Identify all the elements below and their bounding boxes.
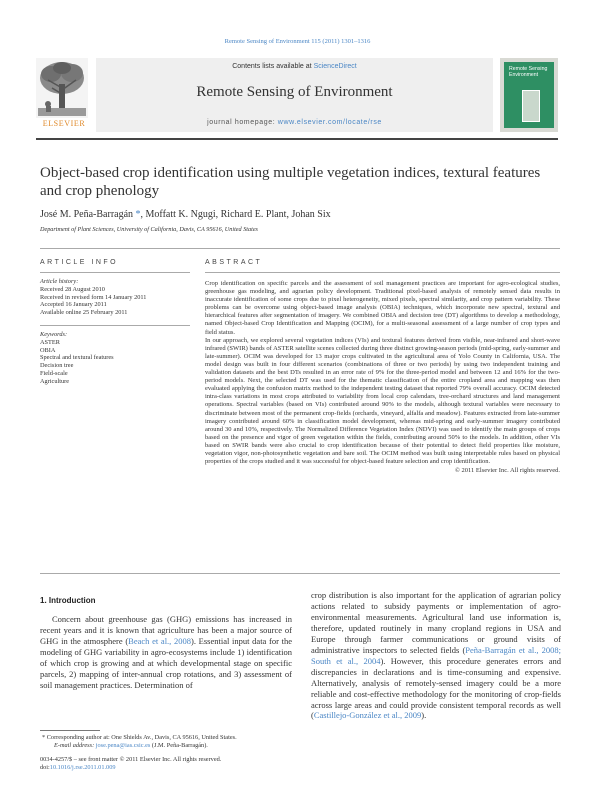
citation-link[interactable]: Castillejo-González et al., 2009: [313, 710, 422, 721]
header-rule: [36, 138, 558, 140]
intro-text: ). However, this procedure generates errors and discrepancies in declarations and is time-consuming and expensive. Alternatively, analysis of remotely-sensed imagery could be a more reliable and cost-effective methodology for the monitoring of crop-fields across large areas and could provide consistent temporal records as well (: [311, 655, 562, 721]
keyword: Decision tree: [40, 362, 74, 370]
citation-link[interactable]: Peña-Barragán et al., 2008; South et al., 2004: [311, 644, 561, 666]
keyword: ASTER: [40, 338, 60, 346]
intro-left-column: [40, 614, 292, 691]
article-info-rule: [40, 272, 190, 273]
intro-right-column: [311, 590, 561, 721]
journal-title: Remote Sensing of Environment: [196, 84, 393, 100]
contents-line: [96, 63, 493, 70]
keywords-rule: [40, 325, 190, 326]
history-item: Received in revised form 14 January 2011: [40, 293, 147, 301]
history-label: Article history:: [40, 278, 79, 285]
corresponding-text: Corresponding author at: One Shields Av., Davis, CA 95616, United States.: [46, 734, 237, 741]
intro-paragraph: [40, 614, 292, 691]
publisher-name: ELSEVIER: [42, 119, 86, 128]
abstract-heading: ABSTRACT: [205, 259, 263, 266]
article-history: [40, 278, 190, 317]
cover-panel: [504, 62, 554, 128]
issn-line: 0034-4257/$ – see front matter © 2011 Elsevier Inc. All rights reserved.: [40, 756, 222, 763]
keyword: OBIA: [40, 346, 56, 354]
email-suffix: (J.M. Peña-Barragán).: [150, 742, 208, 749]
copyright: © 2011 Elsevier Inc. All rights reserved.: [454, 467, 560, 475]
email-note: [40, 742, 292, 750]
email-label: E-mail address:: [54, 742, 96, 749]
intro-text: crop distribution is also important for the application of agrarian policy actions related to subsidy payments or implementation of agro-environmental measurements. Agricultural land use information is, therefore, updated routinely in many cropland regions in USA and Europe through farmer communications or ground visits of administrative inspectors to selected fields (: [311, 590, 561, 655]
history-item: Accepted 16 January 2011: [40, 301, 107, 309]
authors-first: José M. Peña-Barragán: [40, 209, 136, 220]
keywords: [40, 331, 190, 386]
affiliation: Department of Plant Sciences, University of California, Davis, CA 95616, United States: [40, 226, 258, 233]
title-rule: [40, 248, 560, 249]
abstract-paragraph: In our approach, we explored several vegetation indices (VIs) and textural features derived from visible, near-infrared and short-wave infrared (SWIR) bands of ASTER satellite scenes collected during three distinct growing-season periods (mid-spring, early-summer and late-summer). OCIM was developed for 13 major crops cultivated in the agricultural area of Yolo County in California, USA. The model design was built in four different scenarios (combinations of three or two periods) by using two independent training and validation datasets and the best DTs resulted in an error rate of 9% for the three-period model and between 12 and 16% for the two-period models. Next, the selected DT was used for the thematic classification of the entire cropland area and mapping was then evaluated applying the confusion matrix method to the independent testing dataset that reported 79% overall accuracy. OCIM detected intra-class variations in most crops attributed to variability from local crop calendars, tree-orchard structures and land management operations. Spectral variables (based on VIs) contributed around 90% to the models, although textural variables were necessary to discriminate between most of the permanent crop-fields (orchards, vineyard, alfalfa and meadow). Features extracted from late-summer imagery contributed around 60% in classification model development, whereas mid-spring and early-summer imagery contributed around 30 and 10%, respectively. The Normalized Difference Vegetation Index (NDVI) was used to identify the main groups of crops based on the presence and vigor of green vegetation within the fields, contributing around 50% to the models. In addition, other VIs based on SWIR bands were also crucial to crop identification because of their potential to detect field properties like moisture, vegetation vigor, non-photosynthetic vegetation and bare soil. The OCIM method was built using interpretable rules based on physical properties of the crops studied and it was successful for object-based feature selection and crop identification.: [205, 336, 560, 466]
intro-paragraph: [311, 590, 561, 721]
footnotes: [40, 734, 292, 772]
article-info-heading: ARTICLE INFO: [40, 259, 119, 266]
corresponding-author-mark[interactable]: *: [135, 209, 141, 220]
doi-link[interactable]: 10.1016/j.rse.2011.01.009: [49, 764, 116, 771]
doi-label: doi:: [40, 764, 50, 771]
history-item: Available online 25 February 2011: [40, 309, 128, 317]
authors-rest: , Moffatt K. Ngugi, Richard E. Plant, Johan Six: [140, 209, 331, 220]
intro-text: ).: [421, 710, 427, 721]
article-title: Object-based crop identification using multiple vegetation indices, textural features and crop phenology: [40, 165, 541, 199]
footnote-rule: [40, 730, 100, 731]
keyword: Agriculture: [40, 377, 70, 385]
keyword: Field-scale: [40, 369, 68, 377]
abstract-rule: [205, 272, 560, 273]
introduction-heading: 1. Introduction: [40, 596, 96, 605]
abstract-paragraph: Crop identification on specific parcels and the assessment of soil management practices are important for agro-ecological studies, greenhouse gas modeling, and agrarian policy development. Traditional pixel-based analysis of remotely sensed data results in inaccurate identification of some crops due to pixel heterogeneity, mixed pixels, spectral similarity, and crop pattern variability. These problems can be overcome using object-based image analysis (OBIA) techniques, which incorporate new spectral, textural and hierarchical features after segmentation of imagery. We combined OBIA and decision tree (DT) algorithms to develop a methodology, named Object-based Crop Identification and Mapping (OCIM), for a multi-seasonal assessment of a large number of crop types and field status.: [205, 280, 560, 336]
footnote-mark: *: [42, 734, 46, 741]
doi-line: [40, 764, 292, 772]
intro-text: ). Essential input data for the modeling of GHG variability in agro-ecosystems include 1) identification of which crop is growing and at which developmental stage on specific parcels, 2) mapping of inter-annual crop rotations, and 3) assessment of soil management practices. Determination of: [40, 635, 293, 690]
citation-link[interactable]: Beach et al., 2008: [128, 635, 191, 646]
abstract-bottom-rule: [40, 573, 560, 574]
homepage-prefix: journal homepage:: [207, 119, 278, 126]
email-link[interactable]: jose.pena@ias.csic.es: [95, 742, 151, 749]
corresponding-note: [40, 734, 292, 742]
cover-title: Remote Sensing Environment: [509, 66, 548, 78]
journal-citation[interactable]: Remote Sensing of Environment 115 (2011) 1301–1316: [224, 38, 371, 45]
homepage-link[interactable]: www.elsevier.com/locate/rse: [277, 119, 382, 126]
cover-image: [522, 90, 540, 122]
history-item: Received 28 August 2010: [40, 285, 105, 293]
journal-homepage: [96, 119, 493, 126]
contents-prefix: Contents lists available at: [232, 63, 314, 70]
sciencedirect-link[interactable]: ScienceDirect: [313, 63, 357, 70]
keywords-label: Keywords:: [40, 331, 68, 338]
intro-text: Concern about greenhouse gas (GHG) emissions has increased in recent years and it is known that agriculture has been a major source of GHG in the atmosphere (: [40, 614, 292, 646]
keyword: Spectral and textural features: [40, 354, 114, 362]
journal-cover: [500, 58, 558, 132]
author-list: [40, 209, 560, 220]
abstract-text: [205, 280, 560, 475]
